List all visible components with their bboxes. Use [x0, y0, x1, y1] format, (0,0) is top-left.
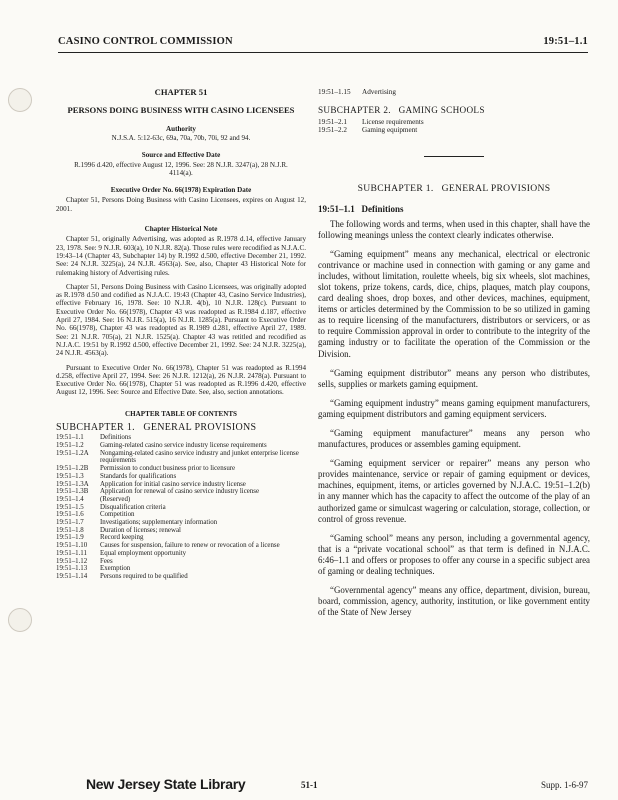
section-heading: 19:51–1.1 Definitions: [318, 204, 404, 215]
toc-entry-number: 19:51–1.11: [56, 549, 87, 557]
punch-hole-bottom: [8, 608, 32, 632]
toc-entry: [56, 442, 306, 450]
toc-entry-title: Competition: [100, 511, 135, 519]
toc-entry-title: Application for renewal of casino service industry license: [100, 488, 260, 496]
definition-gaming-equipment: “Gaming equipment” means any mechanical, electrical or electronic contrivance or machine used in connection with gaming or any game and includes, without limitation, roulette wheels, big six wheels, slot machines, slot tokens, prize tokens, cards, dice, chips, plaques, match play coupons, card dealing shoes, drop boxes, and other devices, machines, equipment, items or articles determined by the Commission to be so utilized in gaming as to require licensing of the manufacturers, distributors or servicers, or as to require Commission approval in order to contribute to the integrity of the gaming industry or to facilitate the operation of the Commission or the Division.: [318, 248, 590, 359]
toc-entry-number: 19:51–1.8: [56, 526, 84, 534]
toc-entry-number: 19:51–1.1: [56, 434, 84, 442]
toc-heading: CHAPTER TABLE OF CONTENTS: [124, 409, 237, 418]
toc-entry-title: Permission to conduct business prior to licensure: [100, 465, 236, 473]
toc-entry: [56, 450, 306, 465]
toc-subchapter-1-heading: SUBCHAPTER 1. GENERAL PROVISIONS: [56, 422, 257, 434]
authority-text: N.J.S.A. 5:12-63c, 69a, 70a, 70b, 70i, 92 and 94.: [111, 134, 251, 142]
toc-entry-number: 19:51–1.7: [56, 519, 84, 527]
historical-note-2: Chapter 51, Persons Doing Business with Casino Licensees, was originally adopted as R.1978 d.50 and codified as N.J.A.C. 19:43 (Chapter 43, Casino Service Industries), effective February 16, 1978. See: 10 N.J.R. 4(b), 10 N.J.R. 128(c). Pursuant to Executive Order No. 66(1978), Chapter 43 was readopted as R.1984 d.187, effective April 27, 1984. See: 16 N.J.R. 515(a), 16 N.J.R. 1285(a). Pursuant to Executive Order No. 66(1978), Chapter 43 was readopted as R.1989 d.281, effective April 27, 1989. See: 21 N.J.R. 705(a), 21 N.J.R. 1525(a). Chapter 43 was retitled and recodified as N.J.A.C. 19:51 by R.1992 d.500, effective December 21, 1992. See: 24 N.J.R. 3225(a), 24 N.J.R. 4563(a).: [56, 282, 306, 358]
exec-order-text: Chapter 51, Persons Doing Business with Casino Licensees, expires on August 12, 2001.: [56, 196, 306, 213]
toc-entry: [56, 558, 306, 566]
toc-entry: [56, 550, 306, 558]
source-text: R.1996 d.420, effective August 12, 1996. See: 28 N.J.R. 3247(a), 28 N.J.R. 4114(a).: [74, 160, 288, 177]
running-header: [58, 36, 588, 53]
toc-entry-title: Equal employment opportunity: [100, 549, 187, 557]
toc-entry-number: 19:51–1.6: [56, 511, 84, 519]
section-divider: [424, 156, 484, 157]
toc-entry-title: Application for initial casino service industry license: [100, 480, 246, 488]
toc-entry: [56, 481, 306, 489]
toc-entry-number: 19:51–1.10: [56, 542, 88, 550]
toc-entry-number: 19:51–1.3: [56, 472, 84, 480]
toc-entry: [56, 534, 306, 542]
page-number: 51-1: [301, 780, 318, 790]
toc-entry-title: Disqualification criteria: [100, 503, 166, 511]
header-section: 19:51–1.1: [543, 36, 588, 47]
toc-entry-number: 19:51–1.2A: [56, 449, 89, 457]
toc-entry-number: 19:51–1.4: [56, 495, 84, 503]
toc-entry: [56, 473, 306, 481]
definition-equipment-manufacturer: “Gaming equipment manufacturer” means any person who manufactures, produces or assembles gaming equipment.: [318, 428, 590, 450]
toc-entry-number: 19:51–1.12: [56, 557, 88, 565]
toc-entry: [56, 504, 306, 512]
toc-continued: [318, 88, 590, 96]
toc-entry-title: Gaming-related casino service industry license requirements: [100, 442, 267, 450]
toc-entry-title: Investigations; supplementary information: [100, 519, 218, 527]
chapter-number: CHAPTER 51: [154, 87, 208, 97]
toc-entry-title: Standards for qualifications: [100, 472, 177, 480]
authority-heading: Authority: [166, 124, 196, 133]
toc-entry-title: License requirements: [362, 117, 424, 126]
toc-subchapter-2-heading: SUBCHAPTER 2. GAMING SCHOOLS: [318, 105, 485, 116]
toc-entry: [56, 519, 306, 527]
page-footer: [80, 776, 588, 798]
toc-subchapter-2: [318, 118, 590, 135]
toc-entry: [56, 488, 306, 496]
toc-entry-number: 19:51–1.15: [318, 88, 351, 96]
toc-entry-number: 19:51–1.13: [56, 565, 88, 573]
toc-entry-number: 19:51–1.5: [56, 503, 84, 511]
toc-entry-title: Persons required to be qualified: [100, 572, 188, 580]
toc-entry-number: 19:51–2.1: [318, 117, 347, 126]
toc-entry-title: Fees: [100, 557, 113, 565]
definition-equipment-servicer: “Gaming equipment servicer or repairer” means any person who provides maintenance, service or repair of gaming equipment or devices, machines, equipment, items, or articles governed by N.J.A.C. 19:51–1.2(b) in any manner which has the capacity to affect the outcome of the play of an authorized game or simulcast wagering or calculation, storage, collection, or control of gross revenue.: [318, 458, 590, 524]
right-column: [318, 88, 590, 618]
definition-equipment-distributor: “Gaming equipment distributor” means any person who distributes, sells, supplies or markets gaming equipment.: [318, 367, 590, 389]
toc-entry-title: Causes for suspension, failure to renew or revocation of a license: [100, 542, 280, 550]
toc-table: [56, 434, 306, 580]
definition-governmental-agency: “Governmental agency” means any office, department, division, bureau, board, commission, agency, authority, institution, or like government entity of the State of New Jersey: [318, 585, 590, 618]
toc-entry: [56, 496, 306, 504]
toc-entry-title: Nongaming-related casino service industry and junket enterprise license requirements: [100, 449, 299, 465]
definition-equipment-industry: “Gaming equipment industry” means gaming equipment manufacturers, gaming equipment distributors and gaming equipment servicers.: [318, 397, 590, 419]
historical-note-heading: Chapter Historical Note: [144, 225, 218, 234]
toc-entry-number: 19:51–1.3B: [56, 488, 89, 496]
historical-note-1: Chapter 51, originally Advertising, was adopted as R.1978 d.14, effective January 23, 1978. See: 9 N.J.R. 603(a), 10 N.J.R. 82(a). Those rules were recodified as N.J.A.C. 19:43–14 (Chapter 43, Subchapter 14) by R.1992 d.500, effective December 21, 1992. See: 24 N.J.R. 3225(a), 24 N.J.R. 4563(a). See, also, Chapter 43 Historical Note for rulemaking history of Advertising rules.: [56, 235, 306, 277]
definition-gaming-school: “Gaming school” means any person, including a governmental agency, that is a “private vocational school” as that term is defined in N.J.A.C. 6:46–1.1 and offers or proposes to offer any course in a specific subject area of gaming or dealing techniques.: [318, 532, 590, 577]
historical-note-3: Pursuant to Executive Order No. 66(1978), Chapter 51 was readopted as R.1994 d.258, effective April 27, 1994. See: 26 N.J.R. 1212(a), 26 N.J.R. 2478(a). Pursuant to Executive Order No. 66(1978), Chapter 51 was readopted as R.1996 d.420, effective August 12, 1996. See: Source and Effective Date. See, also, section annotations.: [56, 363, 306, 397]
toc-entry: [56, 573, 306, 581]
toc-entry-title: Record keeping: [100, 534, 144, 542]
punch-hole-top: [8, 88, 32, 112]
library-stamp: New Jersey State Library: [86, 776, 246, 792]
toc-entry: [318, 88, 590, 96]
chapter-title: PERSONS DOING BUSINESS WITH CASINO LICENSEES: [67, 105, 295, 116]
toc-entry: [56, 511, 306, 519]
toc-entry-number: 19:51–2.2: [318, 125, 347, 134]
subchapter-1-heading: SUBCHAPTER 1. GENERAL PROVISIONS: [357, 183, 551, 195]
toc-entry-title: Exemption: [100, 565, 131, 573]
header-title: CASINO CONTROL COMMISSION: [58, 36, 233, 47]
toc-entry: [56, 434, 306, 442]
toc-entry: [56, 465, 306, 473]
supplement-date: Supp. 1-6-97: [541, 780, 588, 790]
toc-entry-title: Advertising: [362, 88, 396, 96]
toc-entry-title: Definitions: [100, 434, 132, 442]
left-column: [56, 88, 306, 581]
toc-entry-number: 19:51–1.14: [56, 572, 88, 580]
toc-entry: [56, 527, 306, 535]
toc-entry-title: Gaming equipment: [362, 125, 418, 134]
toc-entry-number: 19:51–1.2: [56, 442, 84, 450]
source-heading: Source and Effective Date: [141, 151, 221, 160]
toc-entry-number: 19:51–1.3A: [56, 480, 89, 488]
toc-entry: [56, 565, 306, 573]
toc-entry-number: 19:51–1.2B: [56, 465, 89, 473]
definition-intro: The following words and terms, when used in this chapter, shall have the following meanings unless the context clearly indicates otherwise.: [318, 218, 590, 240]
toc-entry-number: 19:51–1.9: [56, 534, 84, 542]
toc-entry-title: Duration of licenses; renewal: [100, 526, 181, 534]
exec-order-heading: Executive Order No. 66(1978) Expiration Date: [110, 186, 252, 195]
toc-entry: [56, 542, 306, 550]
toc-entry: [318, 126, 590, 134]
toc-entry: [318, 118, 590, 126]
toc-entry-title: (Reserved): [100, 495, 131, 503]
